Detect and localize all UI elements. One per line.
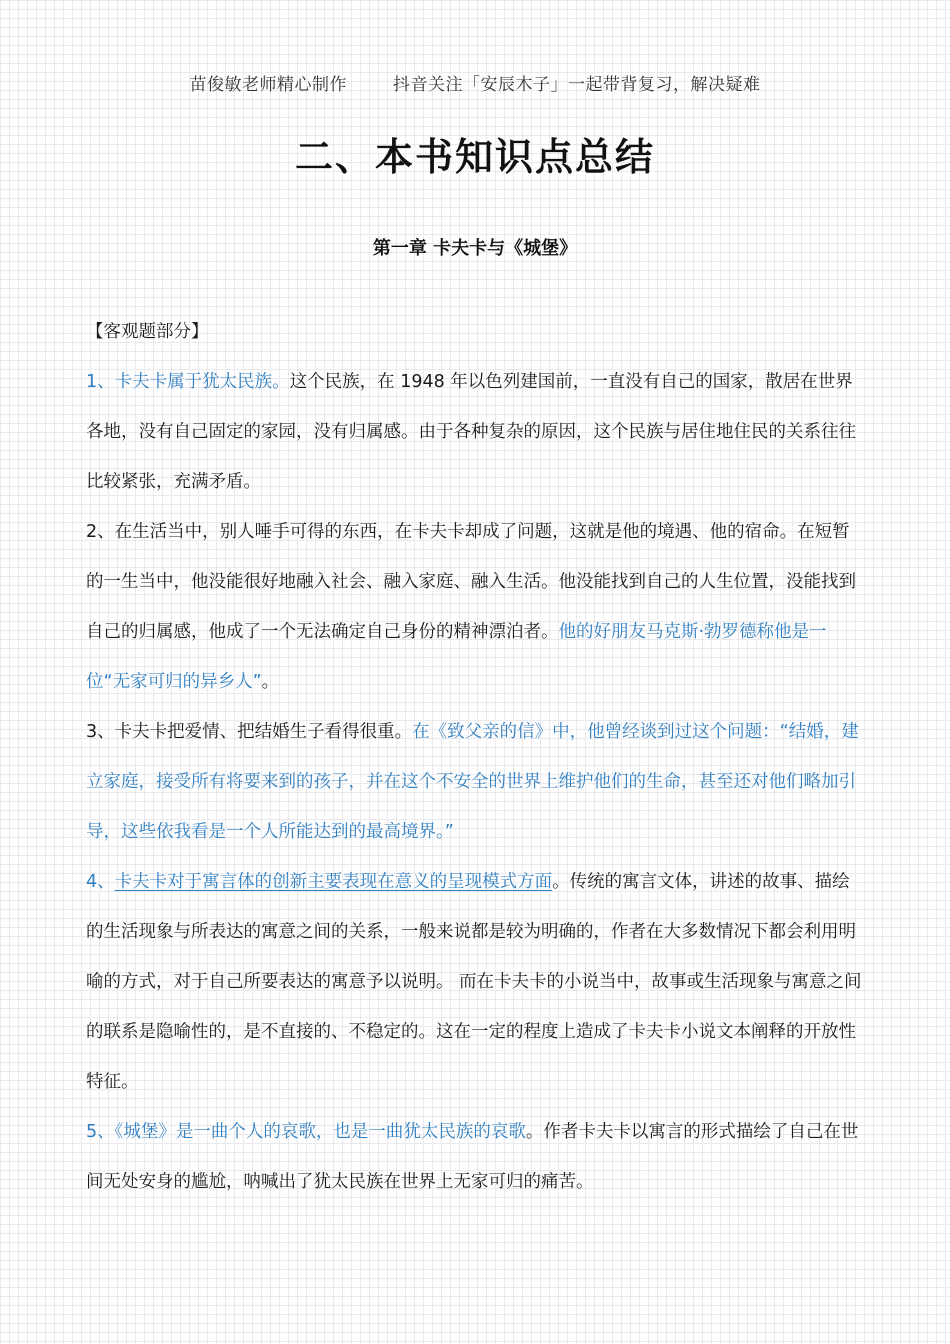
- item-number: 5、: [86, 1122, 115, 1142]
- list-item: [86, 707, 866, 857]
- chapter-heading: 第一章 卡夫卡与《城堡》: [372, 238, 578, 259]
- author-credit: 苗俊敏老师精心制作: [189, 75, 347, 95]
- promo-text: 抖音关注「安辰木子」一起带背复习，解决疑难: [393, 75, 761, 95]
- list-item: [86, 507, 866, 707]
- list-item: [86, 1107, 866, 1207]
- underlined-highlight-text: 卡夫卡对于寓言体的创新主要表现在意义的呈现模式方面: [114, 872, 553, 892]
- body-text: 。作者卡夫卡以寓言的形式描绘了自己在世间无处安身的尴尬，呐喊出了犹太民族在世界上无家可归的痛苦。: [86, 1122, 859, 1192]
- body-text: 这个民族，在 1948 年以色列建国前，一直没有自己的国家，散居在世界各地，没有自己固定的家园，没有归属感。由于各种复杂的原因，这个民族与居住地住民的关系往往比较紧张，充满矛盾。: [86, 372, 856, 492]
- body-text: 。: [261, 672, 280, 692]
- body-text: 卡夫卡把爱情、把结婚生子看得很重。: [114, 722, 413, 742]
- highlight-text: 他的好朋友马克斯·勃罗德称他是一位“无家可归的异乡人”: [86, 622, 827, 692]
- list-item: [86, 857, 866, 1107]
- page-header: [0, 70, 950, 95]
- highlight-text: 在《致父亲的信》中，他曾经谈到过这个问题：“结婚，建立家庭，接受所有将要来到的孩子，并在这个不安全的世界上维护他们的生命，甚至还对他们略加引导，这些依我看是一个人所能达到的最高境界。”: [86, 722, 859, 842]
- section-label: 【客观题部分】: [86, 322, 209, 342]
- item-number: 3、: [86, 722, 115, 742]
- item-number: 2、: [86, 522, 115, 542]
- body-text: 在生活当中，别人唾手可得的东西，在卡夫卡却成了问题，这就是他的境遇、他的宿命。在短暂的一生当中，他没能很好地融入社会、融入家庭、融入生活。他没能找到自己的人生位置，没能找到自己的归属感，他成了一个无法确定自己身份的精神漂泊者。: [86, 522, 856, 642]
- highlight-text: 《城堡》是一曲个人的哀歌，也是一曲犹太民族的哀歌: [114, 1122, 526, 1142]
- document-body: [86, 307, 866, 1207]
- item-number: 1、: [86, 372, 115, 392]
- list-item: [86, 357, 866, 507]
- body-text: 。传统的寓言文体，讲述的故事、描绘的生活现象与所表达的寓意之间的关系，一般来说都是较为明确的，作者在大多数情况下都会利用明喻的方式，对于自己所要表达的寓意予以说明。 而在卡夫卡的小说当中，故事或生活现象与寓意之间的联系是隐喻性的，是不直接的、不稳定的。这在一定的程度上造成了卡夫卡小说文本阐释的开放性特征。: [86, 872, 862, 1092]
- item-number: 4、: [86, 872, 115, 892]
- highlight-text: 卡夫卡属于犹太民族。: [114, 372, 290, 392]
- page-title: 二、本书知识点总结: [294, 134, 655, 179]
